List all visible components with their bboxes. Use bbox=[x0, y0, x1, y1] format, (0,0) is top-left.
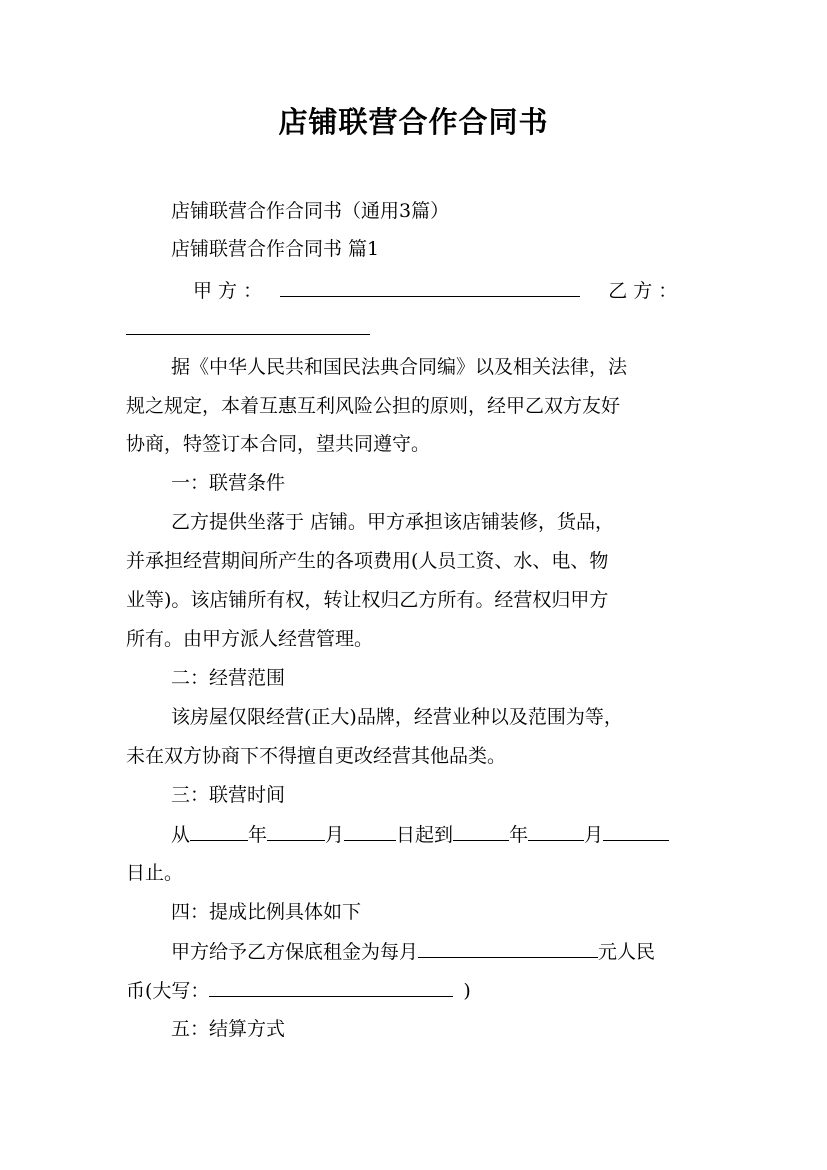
section-heading: 店铺联营合作合同书 篇1 bbox=[171, 238, 380, 260]
parties-line bbox=[193, 278, 693, 303]
clause4-capital-line bbox=[126, 978, 702, 1003]
clause3-end-line: 日止。 bbox=[126, 862, 184, 884]
capital-amount-blank bbox=[209, 978, 453, 997]
clause3-from: 从 bbox=[171, 824, 191, 846]
clause4-currency: 元人民 bbox=[598, 941, 656, 963]
start-year-blank bbox=[190, 822, 248, 841]
preamble-line-2: 规之规定，本着互惠互利风险公担的原则，经甲乙双方友好 bbox=[126, 395, 621, 417]
document-title: 店铺联营合作合同书 bbox=[278, 105, 549, 139]
clause2-heading: 二：经营范围 bbox=[171, 667, 286, 689]
clause1-line-2: 并承担经营期间所产生的各项费用(人员工资、水、电、物 bbox=[126, 550, 609, 572]
end-month-blank bbox=[528, 822, 584, 841]
clause4-rent-text: 甲方给予乙方保底租金为每月 bbox=[171, 941, 419, 963]
clause3-date-line bbox=[171, 822, 702, 847]
document-subtitle: 店铺联营合作合同书（通用3篇） bbox=[171, 200, 450, 222]
clause4-rent-line bbox=[171, 939, 702, 964]
end-day-blank bbox=[603, 822, 669, 841]
party-b-blank bbox=[126, 316, 370, 335]
party-a-blank bbox=[280, 278, 580, 297]
clause3-year-2: 年 bbox=[509, 824, 529, 846]
clause3-day-start: 日起到 bbox=[396, 824, 454, 846]
clause2-line-1: 该房屋仅限经营(正大)品牌，经营业种以及范围为等， bbox=[171, 706, 623, 728]
clause4-capital-close: ) bbox=[463, 980, 471, 1002]
clause3-heading: 三：联营时间 bbox=[171, 784, 286, 806]
party-b-label: 乙 方 ： bbox=[608, 280, 678, 302]
clause4-heading: 四：提成比例具体如下 bbox=[171, 901, 362, 923]
clause1-heading: 一：联营条件 bbox=[171, 472, 286, 494]
clause3-month-1: 月 bbox=[325, 824, 345, 846]
clause4-capital-open: 币(大写： bbox=[126, 980, 210, 1002]
preamble-line-1: 据《中华人民共和国民法典合同编》以及相关法律，法 bbox=[171, 356, 628, 378]
end-year-blank bbox=[453, 822, 509, 841]
clause1-line-4: 所有。由甲方派人经营管理。 bbox=[126, 628, 374, 650]
rent-amount-blank bbox=[418, 939, 598, 958]
start-day-blank bbox=[344, 822, 396, 841]
clause3-year-1: 年 bbox=[248, 824, 268, 846]
party-a-label: 甲 方 ： bbox=[193, 280, 263, 302]
clause3-month-2: 月 bbox=[584, 824, 604, 846]
clause1-line-3: 业等)。该店铺所有权，转让权归乙方所有。经营权归甲方 bbox=[126, 589, 609, 611]
clause5-heading: 五：结算方式 bbox=[171, 1018, 286, 1040]
party-b-line bbox=[126, 316, 702, 341]
preamble-line-3: 协商，特签订本合同，望共同遵守。 bbox=[126, 433, 431, 455]
clause1-line-1: 乙方提供坐落于 店铺。甲方承担该店铺装修，货品， bbox=[171, 511, 615, 533]
clause2-line-2: 未在双方协商下不得擅自更改经营其他品类。 bbox=[126, 745, 507, 767]
start-month-blank bbox=[267, 822, 325, 841]
